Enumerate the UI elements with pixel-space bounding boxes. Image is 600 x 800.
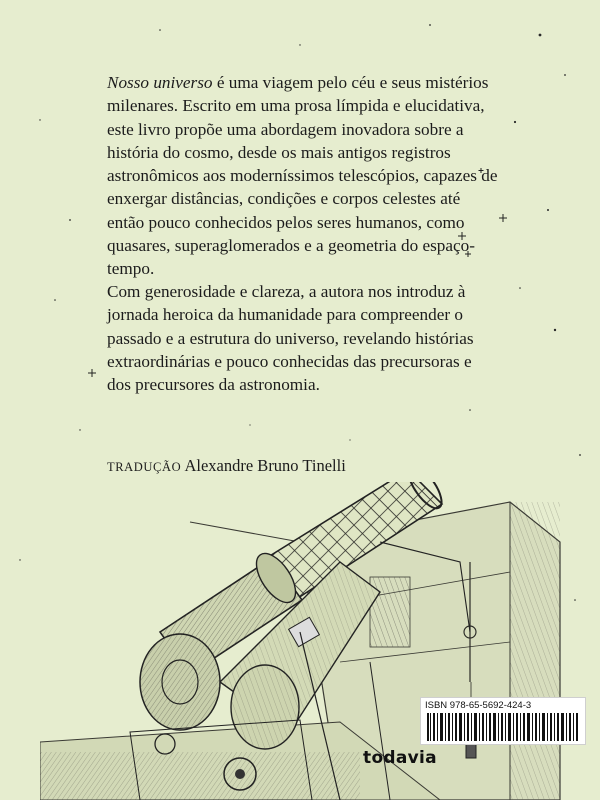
publisher-logo: todavia	[363, 748, 437, 768]
description-paragraph-2: Com generosidade e clareza, a autora nos introduz à jornada heroica da humanidade para compreender o passado e a estrutura do universo, revelando histórias extraordinárias e pouco conhecidas das precursoras e dos precursores da astronomia.	[107, 282, 474, 395]
translation-label: TRADUÇÃO	[107, 460, 182, 474]
isbn-number: ISBN 978-65-5692-424-3	[425, 700, 532, 711]
translator-name: Alexandre Bruno Tinelli	[184, 456, 346, 475]
barcode-bars	[427, 713, 579, 741]
description-paragraph-1	[107, 71, 499, 281]
translation-credit	[107, 456, 346, 476]
isbn-barcode	[420, 697, 586, 745]
description-paragraph-1-text: é uma viagem pelo céu e seus mistérios milenares. Escrito em uma prosa límpida e elucidativa, este livro propõe uma abordagem inovadora sobre a história do cosmo, desde os mais antigos registros astronômicos aos moderníssimos telescópios, capazes de enxergar distâncias, condições e corpos celestes até então pouco conhecidos pelos seres humanos, como quasares, superaglomerados e a geometria do espaço-tempo.	[107, 73, 498, 279]
book-title-italic: Nosso universo	[107, 73, 213, 92]
